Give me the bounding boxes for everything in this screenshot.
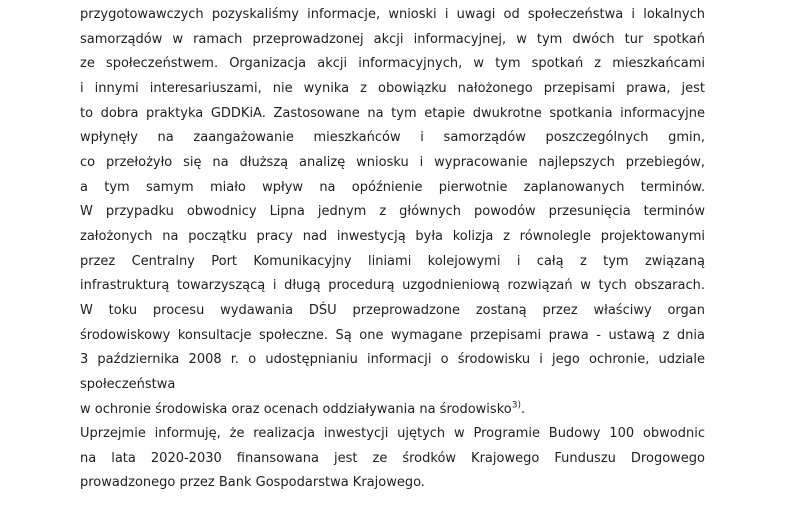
text-line: co przełożyło się na dłuższą analizę wniosku i wypracowanie najlepszych przebiegów, xyxy=(80,154,705,170)
text-line: 3 października 2008 r. o udostępnianiu informacji o środowisku i jego ochronie, udziale xyxy=(80,352,705,368)
text-line: to dobra praktyka GDDKiA. Zastosowane na tym etapie dwukrotne spotkania informacyjne xyxy=(80,105,705,121)
footnote-reference: 3) xyxy=(511,400,521,411)
text-line: i innymi interesariuszami, nie wynika z obowiązku nałożonego przepisami prawa, jest xyxy=(80,80,705,96)
text-line: założonych na początku pracy nad inwestycją była kolizja z równolegle projektowanymi xyxy=(80,228,705,244)
text-line: W przypadku obwodnicy Lipna jednym z głównych powodów przesunięcia terminów xyxy=(80,204,705,220)
text-line: środowiskowy konsultacje społeczne. Są one wymagane przepisami prawa - ustawą z dnia xyxy=(80,327,705,343)
text-line: W toku procesu wydawania DŚU przeprowadzone zostaną przez właściwy organ xyxy=(80,302,705,318)
footnote-line-text: w ochronie środowiska oraz ocenach oddziaływania na środowisko xyxy=(80,401,512,417)
text-line: a tym samym miało wpływ na opóźnienie pierwotnie zaplanowanych terminów. xyxy=(80,179,705,195)
text-line: samorządów w ramach przeprowadzonej akcji informacyjnej, w tym dwóch tur spotkań xyxy=(80,31,705,47)
text-line: ze społeczeństwem. Organizacja akcji informacyjnych, w tym spotkań z mieszkańcami xyxy=(80,56,705,72)
text-line: przygotowawczych pozyskaliśmy informacje, wnioski i uwagi od społeczeństwa i lokalnych xyxy=(80,7,705,22)
text-line: infrastrukturą towarzyszącą i długą procedurą uzgodnieniową rozwiązań w tych obszarach. xyxy=(80,278,705,294)
footnote-line-period: . xyxy=(520,401,526,417)
text-line-with-footnote xyxy=(80,398,705,423)
text-line: Uprzejmie informuję, że realizacja inwestycji ujętych w Programie Budowy 100 obwodnic xyxy=(80,426,705,442)
text-line: wpłynęły na zaangażowanie mieszkańców i samorządów poszczególnych gmin, xyxy=(80,130,705,146)
text-line: prowadzonego przez Bank Gospodarstwa Krajowego. xyxy=(80,475,425,491)
text-line: na lata 2020-2030 finansowana jest ze środków Krajowego Funduszu Drogowego xyxy=(80,450,705,466)
text-line: przez Centralny Port Komunikacyjny liniami kolejowymi i całą z tym związaną xyxy=(80,253,705,269)
body-text-block xyxy=(80,3,705,496)
text-line: społeczeństwa xyxy=(80,376,176,392)
